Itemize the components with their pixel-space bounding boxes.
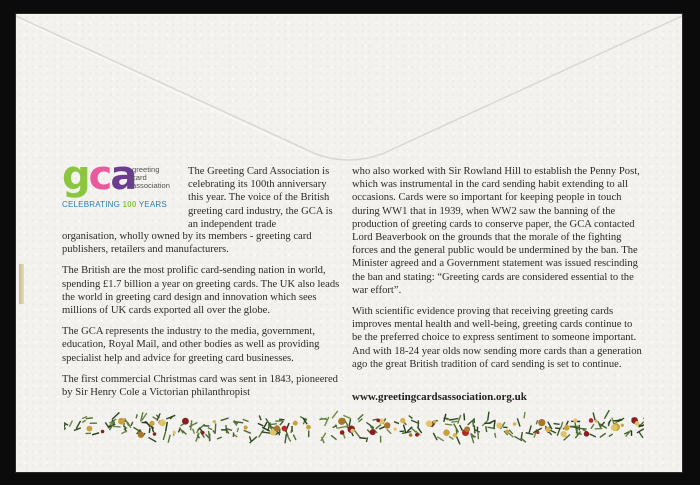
envelope-flap <box>16 14 682 164</box>
intro-text-block <box>188 165 340 239</box>
left-paragraph-2: The British are the most prolific card-sending nation in world, spending £1.7 billion a year on greeting cards. The UK also leads the world in greeting card design and innovation which sees millions of UK cards exported all over the globe. <box>62 265 340 317</box>
garland-ornaments <box>87 417 640 438</box>
logo-word-association: association <box>132 181 170 190</box>
website-link[interactable]: www.greetingcardsassociation.org.uk <box>352 391 527 403</box>
logo-word-greeting: greeting <box>132 165 160 174</box>
right-paragraph-1: who also worked with Sir Rowland Hill to establish the Penny Post, which was instrumental in the card sending habit extending to all occasions. Cards were so important for keeping people in touch during WW1 that in 1939, when WW2 saw the banning of the production of greeting cards to conserve paper, the GCA contacted Lord Beaverbook on the grounds that the morale of the fighting forces and the general public would be undermined by the ban. The Minister agreed and a Government statement was issued rescinding the ban and stating: “Greeting cards are considered essential to the war effort”. <box>352 166 640 296</box>
logo-tagline-suffix: YEARS <box>138 200 167 209</box>
logo-letter-c: c <box>88 153 111 199</box>
logo-word-card: card <box>132 173 147 182</box>
left-paragraph-3: The GCA represents the industry to the media, government, education, Royal Mail, and other bodies as well as providing specialist help and advice for greeting card businesses. <box>62 326 320 364</box>
logo-tagline-prefix: CELEBRATING <box>62 200 121 209</box>
gca-logo-letters <box>62 152 135 200</box>
logo-tagline <box>62 200 167 209</box>
intro-paragraph: The Greeting Card Association is celebrating its 100th anniversary this year. The voice of the British greeting card industry, the GCA is an independent trade <box>188 166 333 230</box>
logo-wordmark <box>132 166 170 190</box>
right-column <box>352 165 642 379</box>
logo-letter-a: a <box>110 153 136 199</box>
christmas-garland-decoration <box>64 410 644 446</box>
left-column <box>62 230 340 407</box>
left-paragraph-1: organisation, wholly owned by its members - greeting card publishers, retailers and manufacturers. <box>62 231 312 256</box>
left-paragraph-4: The first commercial Christmas card was sent in 1843, pioneered by Sir Henry Cole a Victorian philanthropist <box>62 373 338 399</box>
logo-tagline-number: 100 <box>122 200 137 209</box>
logo-letter-g: g <box>62 153 89 199</box>
gca-logo <box>62 153 202 220</box>
right-paragraph-2: With scientific evidence proving that receiving greeting cards improves mental health and well-being, greeting cards continue to be the preferred choice to express sentiment to someone important. And with 18-24 year olds now sending more cards than a generation ago the great British tradition of card sending is set to continue. <box>352 306 642 370</box>
envelope-side-slit <box>19 264 24 304</box>
